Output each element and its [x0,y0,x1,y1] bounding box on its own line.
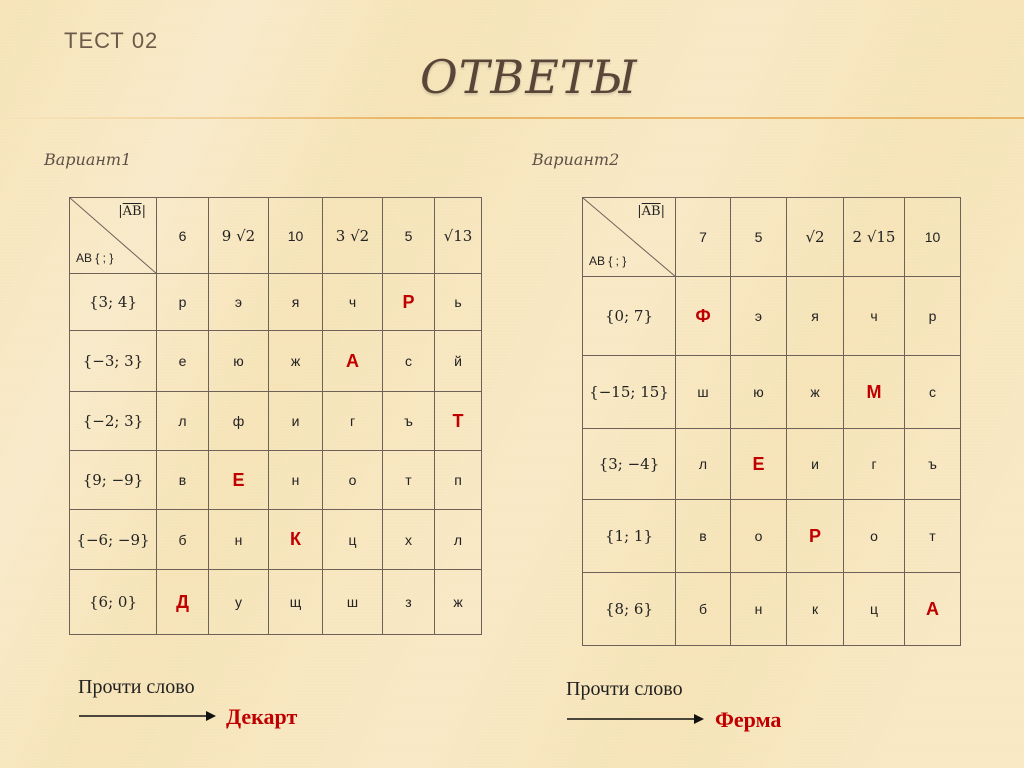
table-row [583,429,961,500]
letter-cell: и [269,392,323,451]
letter-cell: ф [209,392,269,451]
letter-cell: ъ [905,429,961,500]
letter-cell: ч [323,274,383,331]
column-header: √2 [787,198,844,277]
vector-coords-cell: {0; 7} [583,277,676,356]
header-row [583,198,961,277]
letter-cell: е [157,331,209,392]
letter-cell: г [323,392,383,451]
letter-cell: ж [435,570,482,635]
letter-cell: л [435,510,482,570]
variant1-arrow-icon [78,708,218,724]
letter-cell: з [383,570,435,635]
answer-letter-cell: Е [731,429,787,500]
letter-cell: х [383,510,435,570]
letter-cell: ю [731,356,787,429]
letter-cell: ш [676,356,731,429]
letter-cell: г [844,429,905,500]
vector-coords-cell: {3; −4} [583,429,676,500]
letter-cell: ц [844,573,905,646]
vector-coords-cell: {3; 4} [70,274,157,331]
letter-cell: ц [323,510,383,570]
letter-cell: к [787,573,844,646]
column-header: √13 [435,198,482,274]
vector-coords-label: AB { ; } [76,251,114,265]
letter-cell: л [157,392,209,451]
table-row [583,277,961,356]
letter-cell: о [731,500,787,573]
letter-cell: ь [435,274,482,331]
letter-cell: о [844,500,905,573]
letter-cell: б [676,573,731,646]
letter-cell: т [383,451,435,510]
vector-length-label: $|\overline{AB}|$ [637,204,665,219]
letter-cell: ю [209,331,269,392]
letter-cell: в [676,500,731,573]
letter-cell: ш [323,570,383,635]
vector-coords-cell: {−6; −9} [70,510,157,570]
variant1-read-label: Прочти слово [78,676,195,698]
answer-letter-cell: Д [157,570,209,635]
variant2-read-label: Прочти слово [566,678,683,700]
table-row [70,392,482,451]
letter-cell: в [157,451,209,510]
letter-cell: ч [844,277,905,356]
answer-letter-cell: Ф [676,277,731,356]
letter-cell: л [676,429,731,500]
letter-cell: н [269,451,323,510]
letter-cell: с [905,356,961,429]
letter-cell: э [209,274,269,331]
column-header: 5 [731,198,787,277]
corner-header-cell [583,198,676,277]
answer-letter-cell: Т [435,392,482,451]
letter-cell: я [787,277,844,356]
column-header: 9 √2 [209,198,269,274]
table-row [70,331,482,392]
vector-coords-cell: {6; 0} [70,570,157,635]
letter-cell: я [269,274,323,331]
variant1-answer-table [69,197,482,635]
column-header: 2 √15 [844,198,905,277]
letter-cell: о [323,451,383,510]
letter-cell: н [209,510,269,570]
answer-letter-cell: М [844,356,905,429]
table-row [583,356,961,429]
title-divider [0,117,1024,119]
letter-cell: с [383,331,435,392]
letter-cell: т [905,500,961,573]
letter-cell: ж [269,331,323,392]
table-row [583,573,961,646]
slide-title: ОТВЕТЫ [420,50,638,104]
variant2-arrow-icon [566,711,706,727]
column-header: 10 [905,198,961,277]
vector-coords-cell: {8; 6} [583,573,676,646]
letter-cell: п [435,451,482,510]
column-header: 6 [157,198,209,274]
corner-header-cell [70,198,157,274]
vector-coords-cell: {9; −9} [70,451,157,510]
table-row [583,500,961,573]
vector-coords-cell: {−3; 3} [70,331,157,392]
letter-cell: р [157,274,209,331]
letter-cell: щ [269,570,323,635]
vector-coords-label: AB { ; } [589,254,627,268]
header-row [70,198,482,274]
table-row [70,274,482,331]
vector-coords-cell: {1; 1} [583,500,676,573]
table-row [70,510,482,570]
letter-cell: у [209,570,269,635]
letter-cell: й [435,331,482,392]
letter-cell: и [787,429,844,500]
vector-coords-cell: {−2; 3} [70,392,157,451]
letter-cell: б [157,510,209,570]
vector-coords-cell: {−15; 15} [583,356,676,429]
variant1-answer-word: Декарт [226,704,298,729]
answer-letter-cell: А [323,331,383,392]
variant2-answer-word: Ферма [715,707,782,732]
column-header: 7 [676,198,731,277]
vector-length-label: $|\overline{AB}|$ [118,204,146,219]
column-header: 10 [269,198,323,274]
letter-cell: р [905,277,961,356]
variant1-label: Вариант1 [44,150,132,169]
letter-cell: н [731,573,787,646]
column-header: 5 [383,198,435,274]
variant2-answer-table [582,197,961,646]
letter-cell: ъ [383,392,435,451]
table-row [70,451,482,510]
answer-letter-cell: К [269,510,323,570]
answer-letter-cell: Е [209,451,269,510]
column-header: 3 √2 [323,198,383,274]
answer-letter-cell: А [905,573,961,646]
slide-label: ТЕСТ 02 [64,28,159,53]
letter-cell: э [731,277,787,356]
table-row [70,570,482,635]
variant2-label: Вариант2 [532,150,620,169]
letter-cell: ж [787,356,844,429]
answer-letter-cell: Р [787,500,844,573]
answer-letter-cell: Р [383,274,435,331]
